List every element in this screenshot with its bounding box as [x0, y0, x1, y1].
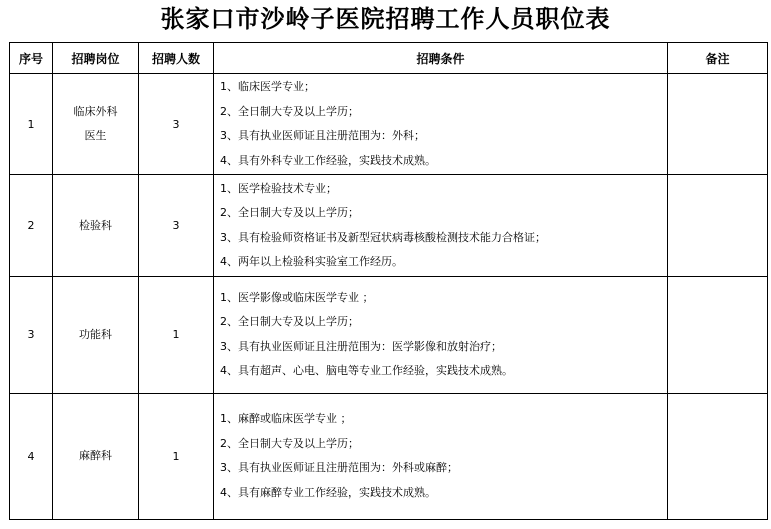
- table-header-row: [10, 43, 768, 74]
- cell-seq: 4: [10, 393, 53, 519]
- condition-line: 3、具有检验师资格证书及新型冠状病毒核酸检测技术能力合格证；: [220, 230, 546, 244]
- cell-seq: 3: [10, 277, 53, 393]
- header-conditions: 招聘条件: [214, 43, 668, 74]
- table-row: [10, 74, 768, 175]
- cell-seq: 2: [10, 175, 53, 277]
- cell-count: 3: [139, 175, 214, 277]
- condition-line: 2、全日制大专及以上学历；: [220, 315, 359, 329]
- condition-line: 1、医学影像或临床医学专业 ；: [220, 290, 374, 304]
- cell-position: [53, 175, 139, 277]
- page-title: 张家口市沙岭子医院招聘工作人员职位表: [160, 5, 611, 33]
- cell-conditions: [214, 277, 668, 393]
- cell-count: 1: [139, 393, 214, 519]
- condition-line: 1、麻醉或临床医学专业 ；: [220, 412, 352, 426]
- cell-position: [53, 74, 139, 175]
- cell-remarks: [668, 393, 768, 519]
- condition-line: 2、全日制大专及以上学历；: [220, 436, 359, 450]
- cell-conditions: [214, 393, 668, 519]
- condition-line: 4、具有麻醉专业工作经验，实践技术成熟。: [220, 485, 436, 499]
- cell-conditions: [214, 175, 668, 277]
- position-line: 麻醉科: [79, 449, 112, 463]
- condition-line: 1、医学检验技术专业；: [220, 181, 337, 195]
- condition-line: 1、临床医学专业；: [220, 80, 315, 94]
- table-row: [10, 277, 768, 393]
- position-line: 功能科: [79, 327, 112, 341]
- cell-count: 1: [139, 277, 214, 393]
- position-line: 临床外科: [73, 105, 118, 119]
- cell-remarks: [668, 175, 768, 277]
- condition-line: 2、全日制大专及以上学历；: [220, 104, 359, 118]
- condition-line: 2、全日制大专及以上学历；: [220, 206, 359, 220]
- header-position: 招聘岗位: [53, 43, 139, 74]
- cell-remarks: [668, 74, 768, 175]
- condition-line: 4、两年以上检验科实验室工作经历。: [220, 255, 403, 269]
- header-remarks: 备注: [668, 43, 768, 74]
- table-row: [10, 175, 768, 277]
- condition-line: 3、具有执业医师证且注册范围为：医学影像和放射治疗；: [220, 339, 502, 353]
- table-row: [10, 393, 768, 519]
- cell-count: 3: [139, 74, 214, 175]
- cell-conditions: [214, 74, 668, 175]
- header-count: 招聘人数: [139, 43, 214, 74]
- header-seq: 序号: [10, 43, 53, 74]
- condition-line: 3、具有执业医师证且注册范围为：外科；: [220, 129, 425, 143]
- cell-position: [53, 393, 139, 519]
- position-line: 医生: [84, 129, 107, 143]
- cell-seq: 1: [10, 74, 53, 175]
- cell-position: [53, 277, 139, 393]
- condition-line: 4、具有外科专业工作经验，实践技术成熟。: [220, 153, 436, 167]
- cell-remarks: [668, 277, 768, 393]
- positions-table: [9, 42, 768, 520]
- condition-line: 3、具有执业医师证且注册范围为：外科或麻醉；: [220, 461, 458, 475]
- position-line: 检验科: [79, 218, 112, 232]
- condition-line: 4、具有超声、心电、脑电等专业工作经验，实践技术成熟。: [220, 364, 513, 378]
